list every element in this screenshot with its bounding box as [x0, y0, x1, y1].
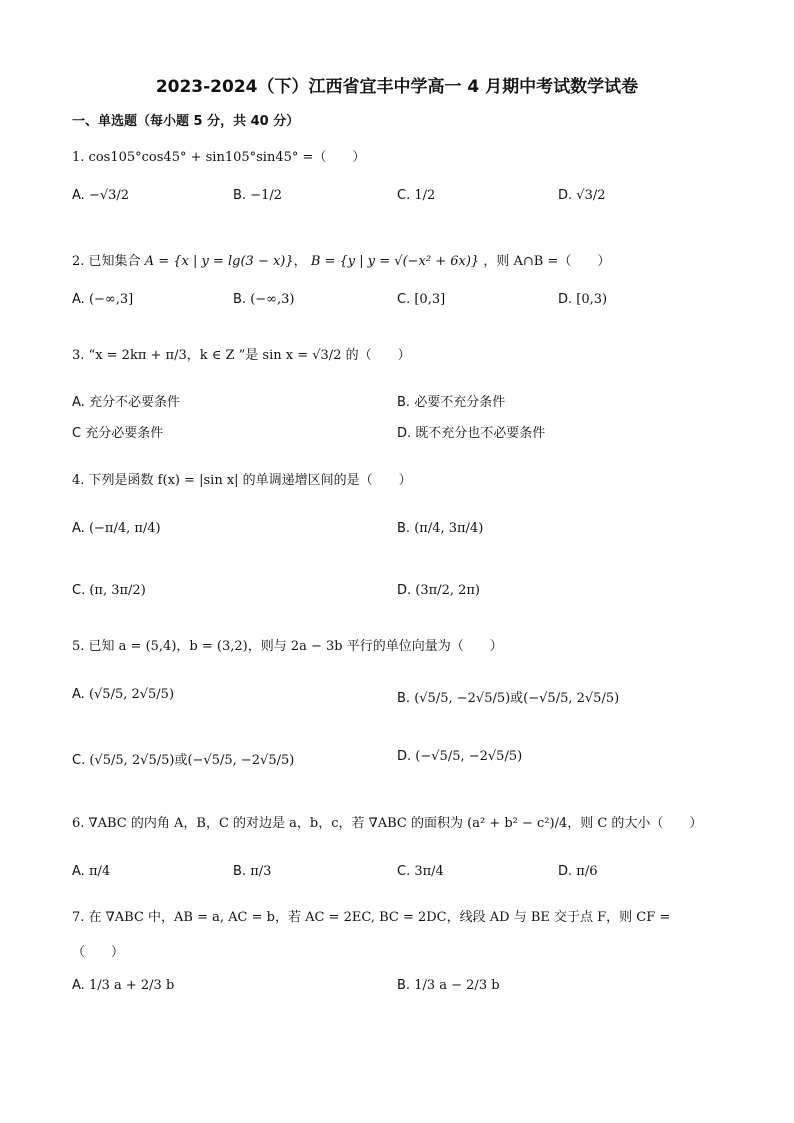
question-number: 7.	[72, 910, 85, 925]
option-value: −√3/2	[88, 188, 130, 203]
option-value: √3/2	[576, 188, 606, 203]
option-label: B.	[397, 395, 411, 410]
question-text: “x = 2kπ + π/3，k ∈ Z ”是 sin x = √3/2 的（ ）	[88, 348, 411, 363]
option-label: C.	[397, 292, 411, 307]
q4-option-b	[397, 521, 483, 536]
option-value: π/4	[88, 864, 111, 879]
question-text: 下列是函数 f(x) = |sin x| 的单调递增区间的是（ ）	[88, 473, 412, 488]
option-value: 1/3 a − 2/3 b	[414, 978, 500, 993]
option-label: C.	[72, 753, 86, 768]
separator: ，	[293, 254, 307, 269]
q3-option-a	[72, 391, 180, 410]
option-label: D.	[558, 292, 573, 307]
question-6	[72, 812, 702, 831]
option-label: A.	[72, 687, 85, 702]
q4-option-d	[397, 583, 480, 598]
section-heading: 一、单选题（每小题 5 分，共 40 分）	[72, 114, 300, 129]
option-value: (√5/5, −2√5/5)或(−√5/5, 2√5/5)	[414, 691, 620, 706]
question-text: 已知集合	[88, 254, 141, 269]
question-text: 在 ∇ABC 中，AB = a, AC = b，若 AC = 2EC, BC = 2DC，线段 AD 与 BE 交于点 F，则 CF =	[88, 910, 671, 925]
option-label: C.	[72, 583, 86, 598]
q3-option-c	[72, 422, 163, 441]
q5-option-a	[72, 687, 174, 702]
q7-option-b	[397, 978, 500, 993]
question-number: 6.	[72, 816, 85, 831]
option-label: B.	[397, 691, 411, 706]
question-7	[72, 906, 670, 925]
q7-option-a	[72, 978, 174, 993]
option-label: A.	[72, 521, 85, 536]
question-2	[72, 250, 610, 269]
question-4	[72, 469, 412, 488]
q1-option-d	[558, 188, 606, 203]
option-label: D.	[397, 749, 412, 764]
option-label: A.	[72, 395, 85, 410]
q4-option-c	[72, 583, 146, 598]
option-label: A.	[72, 188, 85, 203]
q6-option-d	[558, 864, 598, 879]
question-text: ∇ABC 的内角 A，B，C 的对边是 a，b，c，若 ∇ABC 的面积为 (a² + b² − c²)/4，则 C 的大小（ ）	[88, 816, 703, 831]
option-label: D.	[397, 426, 412, 441]
option-value: 既不充分也不必要条件	[415, 426, 546, 441]
q5-option-b	[397, 687, 619, 706]
q5-option-d	[397, 749, 522, 764]
option-value: −1/2	[250, 188, 283, 203]
option-label: D.	[558, 864, 573, 879]
question-text: cos105°cos45° + sin105°sin45° =（ ）	[88, 150, 366, 165]
option-value: 1/2	[414, 188, 436, 203]
option-value: (−∞,3)	[250, 292, 295, 307]
option-label: A.	[72, 978, 85, 993]
option-label: B.	[233, 292, 247, 307]
option-label: B.	[233, 864, 247, 879]
page-title: 2023-2024（下）江西省宜丰中学高一 4 月期中考试数学试卷	[155, 77, 639, 97]
option-value: (−π/4, π/4)	[88, 521, 161, 536]
option-value: 1/3 a + 2/3 b	[88, 978, 175, 993]
option-label: B.	[397, 521, 411, 536]
q1-option-b	[233, 188, 282, 203]
option-label: C.	[397, 188, 411, 203]
option-value: 必要不充分条件	[414, 395, 506, 410]
q1-option-a	[72, 188, 129, 203]
question-number: 5.	[72, 639, 85, 654]
option-value: π/3	[250, 864, 272, 879]
q3-option-b	[397, 391, 505, 410]
option-value: [0,3)	[576, 292, 608, 307]
question-7-paren: （ ）	[72, 945, 125, 960]
option-value: 充分不必要条件	[88, 395, 180, 410]
option-label: B.	[233, 188, 247, 203]
option-label: D.	[397, 583, 412, 598]
option-value: (−∞,3]	[88, 292, 134, 307]
question-text-tail: ，则 A∩B =（ ）	[483, 254, 611, 269]
option-value: 充分必要条件	[85, 426, 164, 441]
q3-option-d	[397, 422, 545, 441]
option-value: (√5/5, 2√5/5)	[88, 687, 175, 702]
question-5	[72, 635, 503, 654]
option-label: A.	[72, 864, 85, 879]
q2-option-c	[397, 292, 445, 307]
option-value: (π/4, 3π/4)	[414, 521, 484, 536]
q2-option-a	[72, 292, 133, 307]
question-number: 2.	[72, 254, 85, 269]
q6-option-a	[72, 864, 110, 879]
option-label: B.	[397, 978, 411, 993]
question-number: 1.	[72, 150, 85, 165]
q6-option-c	[397, 864, 444, 879]
q6-option-b	[233, 864, 271, 879]
q2-option-d	[558, 292, 607, 307]
option-value: (−√5/5, −2√5/5)	[415, 749, 523, 764]
option-value: 3π/4	[414, 864, 444, 879]
q4-option-a	[72, 521, 161, 536]
option-label: C.	[397, 864, 411, 879]
option-value: (3π/2, 2π)	[415, 583, 480, 598]
set-b: B = {y | y = √(−x² + 6x)}	[310, 254, 480, 269]
option-label: A.	[72, 292, 85, 307]
question-3	[72, 344, 411, 363]
question-text: 已知 a = (5,4)，b = (3,2)，则与 2a − 3b 平行的单位向量为（ ）	[88, 639, 503, 654]
option-value: (π, 3π/2)	[89, 583, 146, 598]
option-label: D.	[558, 188, 573, 203]
question-1	[72, 146, 365, 165]
q5-option-c	[72, 749, 294, 768]
option-value: [0,3]	[414, 292, 446, 307]
option-value: π/6	[576, 864, 598, 879]
set-a: A = {x | y = lg(3 − x)}	[144, 254, 294, 269]
q2-option-b	[233, 292, 294, 307]
q1-option-c	[397, 188, 435, 203]
question-number: 3.	[72, 348, 85, 363]
question-number: 4.	[72, 473, 85, 488]
option-label: C	[72, 426, 82, 441]
option-value: (√5/5, 2√5/5)或(−√5/5, −2√5/5)	[89, 753, 295, 768]
